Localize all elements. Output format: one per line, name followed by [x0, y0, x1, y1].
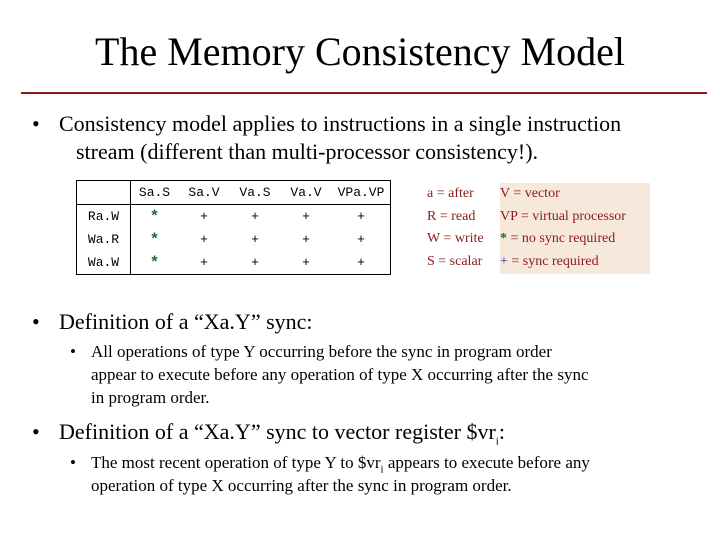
row-header: Wa.W [77, 251, 131, 275]
slide-title: The Memory Consistency Model [95, 29, 625, 74]
table-cell: + [251, 209, 259, 224]
bullet-3-sub-line-2: operation of type X occurring after the sync in program order. [91, 476, 512, 495]
star-symbol: * [500, 231, 507, 247]
row-header: Ra.W [77, 205, 131, 229]
legend-item: R = read [427, 208, 476, 224]
plus-symbol: + [500, 254, 508, 270]
bullet-3-sub-text: The most recent operation of type Y to $vr [91, 453, 381, 472]
column-header: VPa.VP [332, 181, 391, 205]
table-cell: * [149, 230, 160, 249]
legend-item-text: = no sync required [510, 231, 616, 247]
table-cell: + [357, 255, 365, 270]
table-cell: * [149, 253, 160, 272]
legend-item: V = vector [500, 186, 560, 201]
bullet-marker: • [32, 309, 40, 334]
subscript-i: i [380, 463, 384, 476]
bullet-1-line-2: stream (different than multi-processor consistency!). [76, 139, 539, 164]
sync-table [76, 180, 391, 275]
bullet-marker: • [32, 111, 40, 136]
legend-item: W = write [427, 231, 484, 247]
sub-bullet-marker: • [70, 453, 76, 472]
bullet-3-text-main: Definition of a “Xa.Y” sync to vector register $vr [59, 419, 496, 444]
table-row [77, 205, 391, 229]
legend-left [427, 183, 484, 274]
bullet-3-sub-text-rest: appears to execute before any [383, 453, 590, 472]
table-cell: + [251, 255, 259, 270]
table-cell: + [302, 232, 310, 247]
table-corner-cell [77, 181, 131, 205]
legend-item: S = scalar [427, 254, 483, 270]
column-header: Va.S [230, 181, 280, 205]
bullet-2-sub-line-3: in program order. [91, 388, 210, 407]
table-cell: + [200, 232, 208, 247]
bullet-2-text: Definition of a “Xa.Y” sync: [59, 309, 313, 334]
column-header: Sa.V [178, 181, 230, 205]
legend-item: a = after [427, 186, 474, 201]
title-divider [21, 92, 707, 94]
table-cell: + [357, 209, 365, 224]
sub-bullet-marker: • [70, 342, 76, 361]
table-cell: * [149, 207, 160, 226]
bullet-2-sub-line-2: appear to execute before any operation of type X occurring after the sync [91, 365, 589, 384]
bullet-2-sub-line-1: All operations of type Y occurring before the sync in program order [91, 342, 552, 361]
bullet-3-colon: : [498, 419, 505, 444]
subscript-i: i [495, 435, 499, 448]
row-header: Wa.R [77, 228, 131, 251]
table-cell: + [200, 255, 208, 270]
legend-item [500, 251, 650, 274]
table-row [77, 228, 391, 251]
legend-item: VP = virtual processor [500, 208, 626, 224]
legend-item [500, 228, 650, 251]
legend-item-text: = sync required [511, 254, 599, 270]
table-cell: + [357, 232, 365, 247]
column-header: Sa.S [131, 181, 179, 205]
table-row [77, 251, 391, 275]
bullet-1-line-1: Consistency model applies to instructions in a single instruction [59, 111, 622, 136]
bullet-marker: • [32, 419, 40, 444]
table-cell: + [251, 232, 259, 247]
legend-right [500, 183, 650, 274]
column-header: Va.V [280, 181, 332, 205]
bullet-3-text [59, 418, 505, 455]
table-cell: + [302, 255, 310, 270]
table-cell: + [200, 209, 208, 224]
table-cell: + [302, 209, 310, 224]
table-header-row [77, 181, 391, 205]
